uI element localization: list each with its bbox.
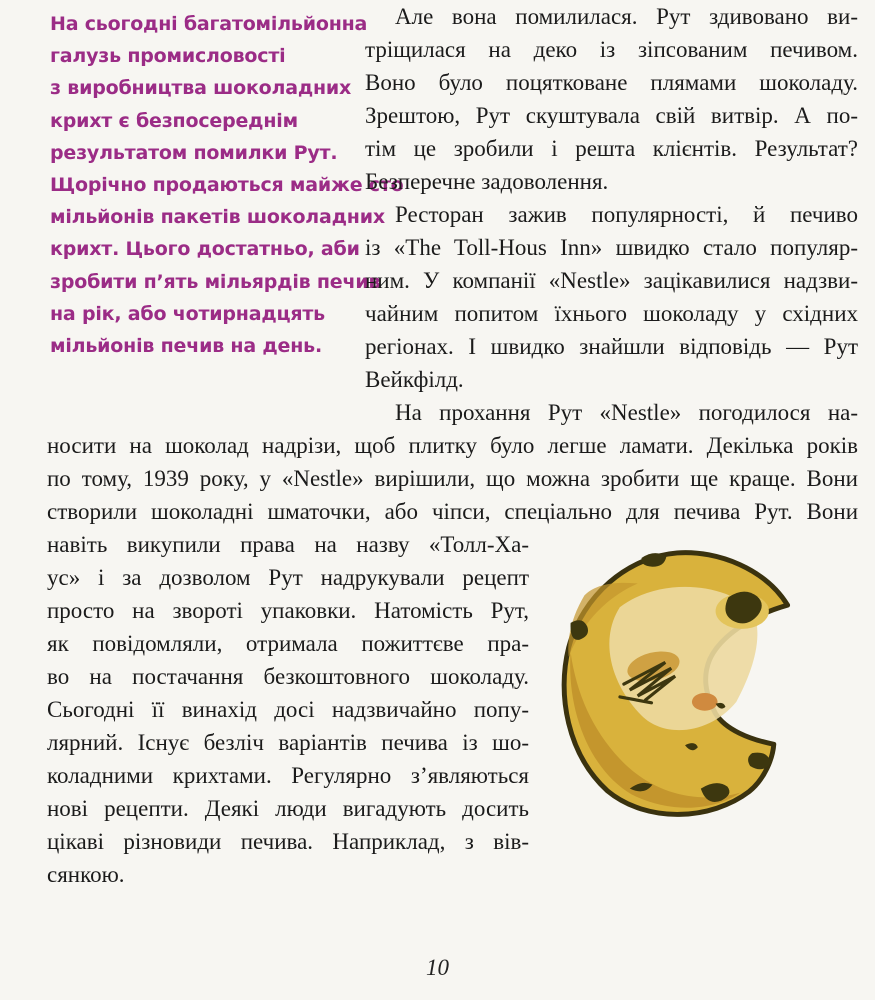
sidebar-line: на рік, або чотирнадцять bbox=[50, 302, 325, 325]
sidebar-line: мільйонів пакетів шоколадних bbox=[50, 206, 385, 229]
body-full-width bbox=[47, 429, 858, 528]
sidebar-callout bbox=[50, 8, 404, 362]
body-line: із «The Toll-Hous Inn» швидко стало популяр- bbox=[365, 235, 858, 260]
body-line: тім це зробили і решта клієнтів. Результат? bbox=[365, 136, 858, 161]
body-line: створили шоколадні шматочки, або чіпси, спеціально для печива Рут. Вони bbox=[47, 499, 858, 524]
body-line: просто на звороті упаковки. Натомість Рут, bbox=[47, 598, 529, 623]
sidebar-line: зробити п’ять мільярдів печив bbox=[50, 270, 381, 293]
body-line: нові рецепти. Деякі люди вигадують досить bbox=[47, 796, 529, 821]
body-line: носити на шоколад надрізи, щоб плитку було легше ламати. Декілька років bbox=[47, 433, 858, 458]
body-left-column bbox=[47, 528, 529, 891]
sidebar-line: галузь промисловості bbox=[50, 45, 286, 68]
body-line: Ресторан зажив популярності, й печиво bbox=[395, 202, 858, 227]
body-right-column bbox=[365, 0, 858, 429]
sidebar-line: крихт є безпосереднім bbox=[50, 109, 298, 132]
body-line: по тому, 1939 року, у «Nestle» вирішили, що можна зробити ще краще. Вони bbox=[47, 466, 858, 491]
page-number: 10 bbox=[426, 955, 449, 980]
body-line: ним. У компанії «Nestle» зацікавилися надзви- bbox=[365, 268, 858, 293]
body-line: Воно було поцятковане плямами шоколаду. bbox=[365, 70, 858, 95]
body-line: тріщилася на деко із зіпсованим печивом. bbox=[365, 37, 858, 62]
sidebar-line: На сьогодні багатомільйонна bbox=[50, 13, 368, 35]
sidebar-line: з виробництва шоколадних bbox=[50, 77, 352, 100]
body-line: чайним попитом їхнього шоколаду у східних bbox=[365, 301, 858, 326]
body-line: Сьогодні її винахід досі надзвичайно попу- bbox=[47, 697, 529, 722]
sidebar-line: мільйонів печив на день. bbox=[50, 334, 322, 357]
body-line: ус» і за дозволом Рут надрукували рецепт bbox=[47, 565, 529, 590]
body-line: сянкою. bbox=[47, 862, 125, 887]
cookie-illustration bbox=[553, 546, 821, 834]
body-line: во на постачання безкоштовного шоколаду. bbox=[47, 664, 529, 689]
sidebar-line: результатом помилки Рут. bbox=[50, 141, 338, 164]
orange-spot bbox=[692, 693, 718, 711]
body-line: регіонах. І швидко знайшли відповідь — Рут bbox=[365, 334, 858, 359]
sidebar-line: Щорічно продаються майже сто bbox=[50, 173, 404, 196]
body-line: Безперечне задоволення. bbox=[365, 169, 609, 194]
sidebar-line: крихт. Цього достатньо, аби bbox=[50, 238, 360, 261]
body-line: На прохання Рут «Nestle» погодилося на- bbox=[395, 400, 858, 425]
body-line: лярний. Існує безліч варіантів печива із шо- bbox=[47, 730, 529, 755]
body-line: коладними крихтами. Регулярно з’являються bbox=[47, 763, 529, 788]
body-line: Зрештою, Рут скуштувала свій витвір. А по- bbox=[365, 103, 858, 128]
body-line: Вейкфілд. bbox=[365, 367, 464, 392]
body-line: навіть викупили права на назву «Толл-Ха- bbox=[47, 532, 529, 557]
body-line: Але вона помилилася. Рут здивовано ви- bbox=[395, 4, 858, 29]
body-line: цікаві різновиди печива. Наприклад, з вів- bbox=[47, 829, 529, 854]
body-line: як повідомляли, отримала пожиттєве пра- bbox=[47, 631, 529, 656]
